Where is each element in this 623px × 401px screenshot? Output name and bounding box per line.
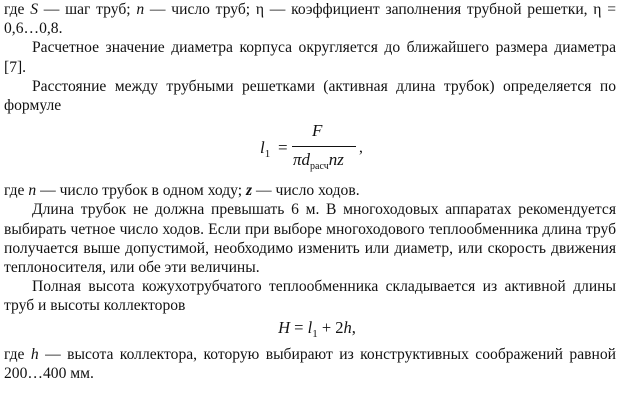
formula-active-length [4,115,616,181]
paragraph-distance-between-plates: Расстояние между трубными решетками (активная длина трубок) определяется по формуле [4,77,616,115]
var-n: n [136,1,145,18]
fraction-denominator: $\pi d_{расч}nz$ [293,150,344,173]
paragraph-variables-definition: где S — шаг труб; n — число труб; η — коэффициент заполнения трубной решетки, η = 0,6…0,8. [4,1,616,38]
paragraph-total-height: Полная высота кожухотрубчатого теплообменника складывается из активной длины труб и высоты коллекторов [4,278,616,315]
var-S: S [30,1,39,18]
paragraph-n-z-definition: где n — число трубок в одном ходу; z — число ходов. [4,182,360,200]
paragraph-collector-height: где h — высота коллектора, которую выбирают из конструктивных соображений равной 200…400 мм. [4,345,616,382]
formula-equals: = [278,138,288,158]
var-z: z [246,182,253,200]
var-n: n [28,182,37,200]
fraction-bar [292,146,356,147]
formula-total-height: $H = l_1 + 2h$, [278,317,356,340]
formula-lhs: $l_1$ [260,138,271,161]
document-page [4,0,616,383]
fraction-numerator: F [312,121,323,141]
fraction-l1 [260,119,380,177]
paragraph-tube-length-limits: Длина трубок не должна превышать 6 м. В многоходовых аппаратах рекомендуется выбирать четное число ходов. Если при выборе многоходового теплообменника длина труб получается выше допустимой, необходимо изменить или диаметр, или скорость движения теплоносителя, или обе эти величины. [4,201,616,277]
formula-comma: , [359,139,363,157]
var-h: h [30,345,39,363]
paragraph-diameter-rounding: Расчетное значение диаметра корпуса округляется до ближайшего размера диаметра [7]. [4,39,616,76]
